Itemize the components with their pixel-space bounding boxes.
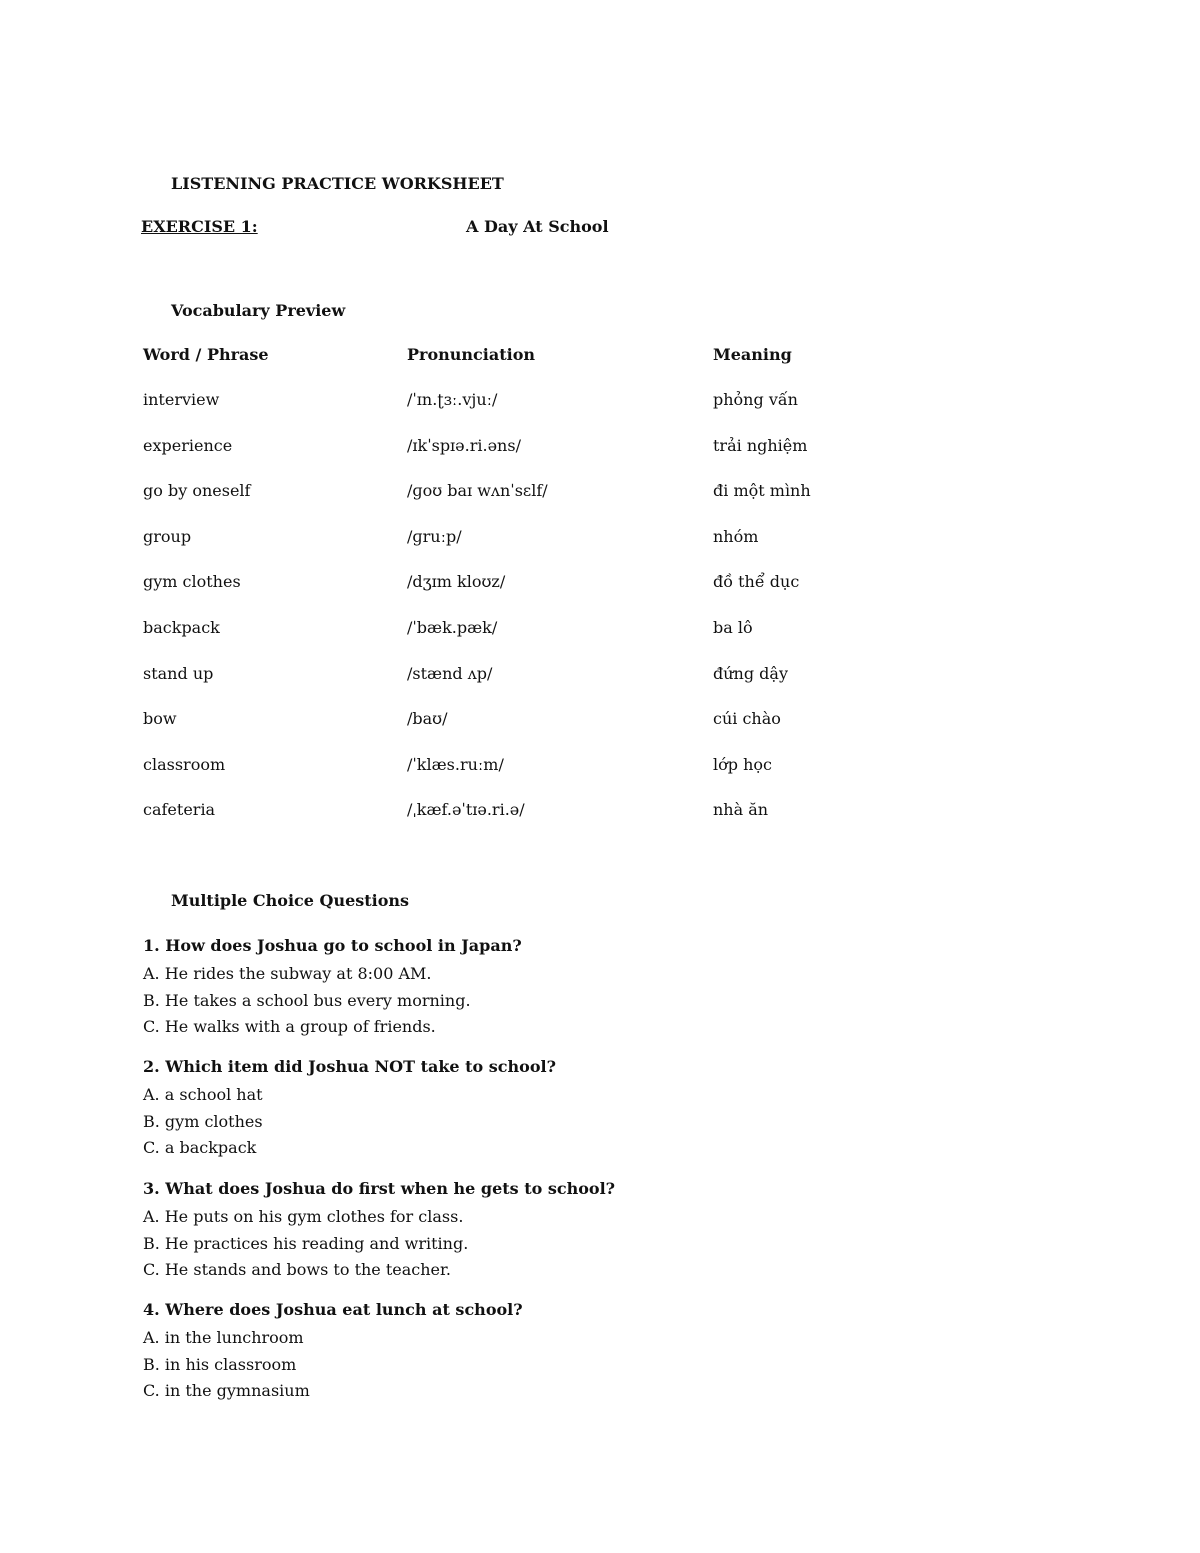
vocab-word: stand up (143, 663, 214, 683)
vocab-word: group (143, 526, 192, 546)
header-meaning: Meaning (713, 345, 792, 364)
answer-option: B. He takes a school bus every morning. (143, 990, 471, 1010)
header-pronunciation: Pronunciation (407, 345, 535, 364)
vocab-pronunciation: /ɪkˈspɪə.ri.əns/ (407, 435, 521, 455)
vocab-meaning: trải nghiệm (713, 435, 808, 455)
vocab-meaning: đứng dậy (713, 663, 788, 683)
vocab-pronunciation: /baʊ/ (407, 709, 448, 729)
answer-option: A. He rides the subway at 8:00 AM. (143, 964, 432, 983)
mcq-heading: Multiple Choice Questions (171, 891, 410, 910)
vocab-row (0, 572, 1200, 596)
vocab-meaning: cúi chào (713, 709, 781, 729)
worksheet-title: LISTENING PRACTICE WORKSHEET (171, 174, 504, 193)
question-text: 4. Where does Joshua eat lunch at school? (143, 1300, 523, 1319)
exercise-name: A Day At School (466, 217, 609, 236)
vocab-word: classroom (143, 754, 226, 774)
vocab-word: cafeteria (143, 800, 216, 820)
question-block (143, 1297, 523, 1405)
answer-option: C. He stands and bows to the teacher. (143, 1260, 451, 1279)
vocab-pronunciation: /ˌkæf.əˈtɪə.ri.ə/ (407, 800, 525, 820)
vocab-pronunciation: /ˈɪn.ʈɜː.vjuː/ (407, 390, 498, 409)
vocab-row (0, 436, 1200, 460)
question-block (143, 933, 522, 1041)
vocab-word: experience (143, 435, 233, 455)
vocab-pronunciation: /ˈklæs.ruːm/ (407, 754, 504, 774)
vocab-meaning: phỏng vấn (713, 390, 798, 409)
vocab-row (0, 755, 1200, 779)
answer-option: C. a backpack (143, 1138, 257, 1157)
vocab-meaning: nhà ăn (713, 800, 769, 820)
answer-option: B. in his classroom (143, 1354, 297, 1374)
vocab-word: interview (143, 390, 220, 409)
vocab-pronunciation: /stænd ʌp/ (407, 663, 493, 683)
question-text: 1. How does Joshua go to school in Japan? (143, 936, 522, 955)
vocab-heading: Vocabulary Preview (171, 301, 346, 320)
vocab-meaning: đồ thể dục (713, 572, 800, 592)
vocab-meaning: ba lô (713, 618, 753, 637)
vocab-meaning: đi một mình (713, 481, 811, 501)
vocab-meaning: lớp học (713, 754, 772, 774)
question-text: 2. Which item did Joshua NOT take to school? (143, 1057, 556, 1076)
vocab-row (0, 527, 1200, 551)
vocab-pronunciation: /ɡruːp/ (407, 526, 462, 546)
answer-option: A. He puts on his gym clothes for class. (143, 1207, 464, 1226)
vocab-row (0, 664, 1200, 688)
vocab-row (0, 481, 1200, 505)
answer-option: C. He walks with a group of friends. (143, 1017, 436, 1036)
vocab-word: backpack (143, 618, 220, 637)
answer-option: A. in the lunchroom (143, 1328, 304, 1347)
vocab-word: bow (143, 709, 177, 729)
answer-option: B. He practices his reading and writing. (143, 1233, 469, 1253)
question-block (143, 1176, 615, 1284)
answer-option: B. gym clothes (143, 1111, 263, 1131)
vocab-meaning: nhóm (713, 526, 759, 546)
exercise-label: EXERCISE 1: (141, 217, 258, 236)
question-text: 3. What does Joshua do first when he gets to school? (143, 1179, 616, 1198)
vocab-pronunciation: /dʒɪm kloʊz/ (407, 572, 506, 592)
vocab-pronunciation: /ˈbæk.pæk/ (407, 618, 498, 637)
vocab-row (0, 390, 1200, 414)
vocab-pronunciation: /ɡoʊ baɪ wʌnˈsɛlf/ (407, 481, 548, 501)
answer-option: C. in the gymnasium (143, 1381, 310, 1400)
vocab-word: gym clothes (143, 572, 241, 592)
vocab-row (0, 618, 1200, 642)
question-block (143, 1054, 556, 1162)
answer-option: A. a school hat (143, 1085, 263, 1104)
header-word: Word / Phrase (143, 345, 269, 364)
vocab-row (0, 800, 1200, 824)
vocab-row (0, 709, 1200, 733)
vocab-word: go by oneself (143, 481, 251, 501)
vocab-header-row (0, 345, 1200, 369)
